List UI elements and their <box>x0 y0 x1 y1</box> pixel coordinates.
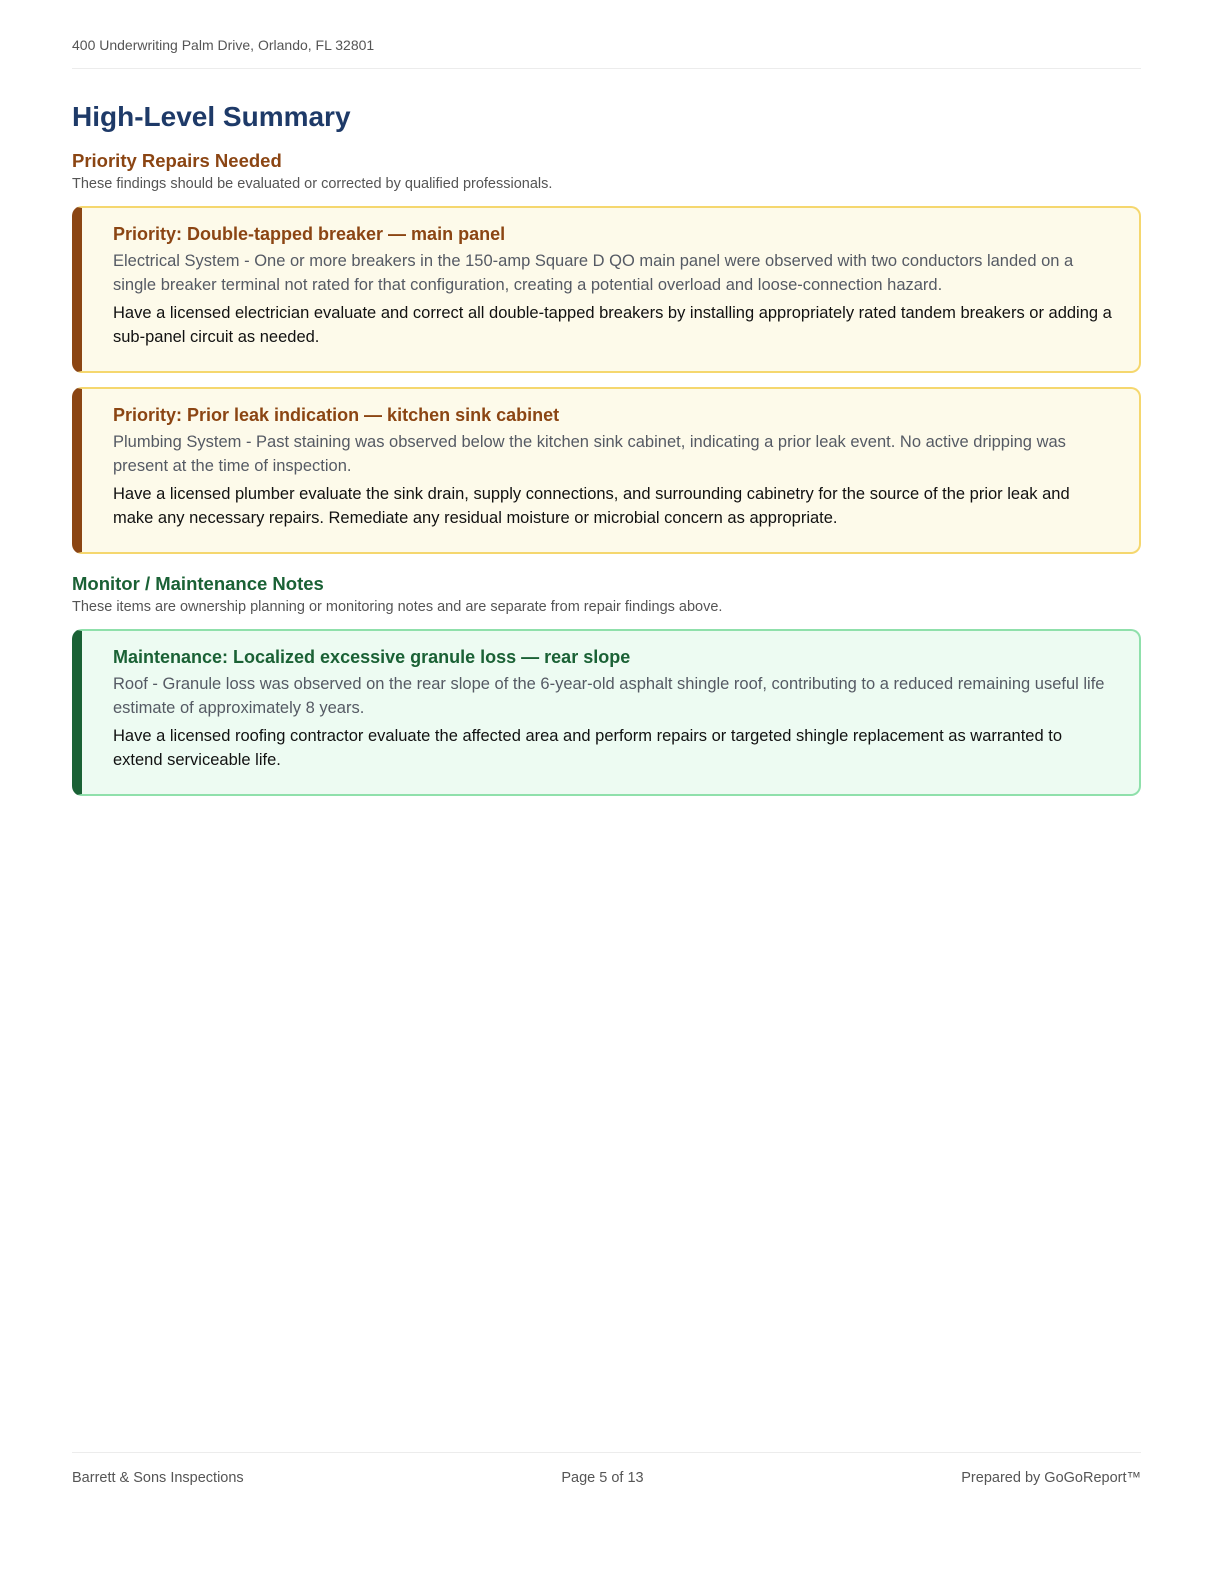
priority-finding-card <box>72 387 1141 554</box>
maintenance-description: Roof - Granule loss was observed on the rear slope of the 6-year-old asphalt shingle roof, contributing to a reduced remaining useful life estimate of approximately 8 years. <box>113 675 1105 717</box>
page-header <box>72 37 1141 69</box>
priority-repairs-section <box>72 149 1141 554</box>
finding-title: Priority: Prior leak indication — kitchen sink cabinet <box>113 405 560 425</box>
page-number: Page 5 of 13 <box>561 1470 644 1486</box>
maintenance-recommendation: Have a licensed roofing contractor evaluate the affected area and perform repairs or targeted shingle replacement as warranted to extend serviceable life. <box>113 727 1062 769</box>
report-content <box>72 98 1141 796</box>
maintenance-note-card <box>72 629 1141 796</box>
monitor-maintenance-section <box>72 572 1141 796</box>
priority-finding-card <box>72 206 1141 373</box>
priority-section-description: These findings should be evaluated or corrected by qualified professionals. <box>72 176 553 192</box>
monitor-section-description: These items are ownership planning or monitoring notes and are separate from repair findings above. <box>72 599 723 615</box>
prepared-by: Prepared by GoGoReport™ <box>961 1470 1141 1486</box>
finding-recommendation: Have a licensed electrician evaluate and correct all double-tapped breakers by installing appropriately rated tandem breakers or adding a sub-panel circuit as needed. <box>113 304 1112 346</box>
finding-description: Electrical System - One or more breakers in the 150-amp Square D QO main panel were observed with two conductors landed on a single breaker terminal not rated for that configuration, creating a potential overload and loose-connection hazard. <box>113 252 1074 294</box>
finding-title: Priority: Double-tapped breaker — main panel <box>113 224 506 244</box>
company-name: Barrett & Sons Inspections <box>72 1470 244 1486</box>
page-title: High-Level Summary <box>72 101 351 132</box>
monitor-section-title: Monitor / Maintenance Notes <box>72 573 324 594</box>
priority-section-title: Priority Repairs Needed <box>72 150 282 171</box>
finding-description: Plumbing System - Past staining was observed below the kitchen sink cabinet, indicating a prior leak event. No active dripping was present at the time of inspection. <box>113 433 1066 475</box>
property-address: 400 Underwriting Palm Drive, Orlando, FL 32801 <box>72 37 375 53</box>
page-footer <box>72 1452 1141 1486</box>
maintenance-title: Maintenance: Localized excessive granule loss — rear slope <box>113 647 631 667</box>
finding-recommendation: Have a licensed plumber evaluate the sink drain, supply connections, and surrounding cabinetry for the source of the prior leak and make any necessary repairs. Remediate any residual moisture or microbial concern as appropriate. <box>113 485 1070 527</box>
